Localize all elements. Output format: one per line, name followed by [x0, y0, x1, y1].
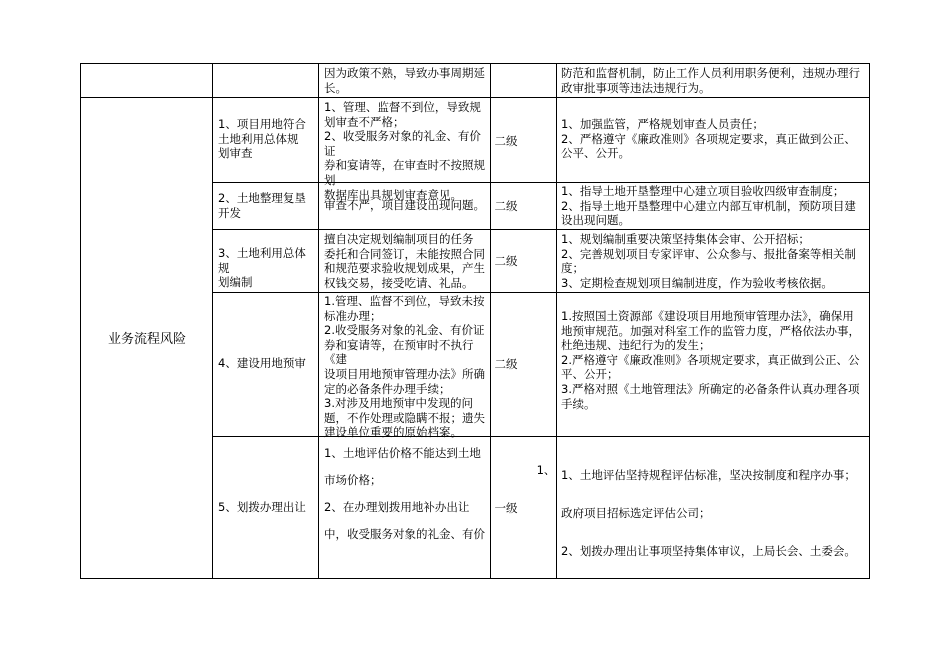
rule-right: [869, 63, 870, 579]
rule-row2-top: [212, 182, 870, 183]
rule-left: [80, 63, 81, 579]
rule-row3-top: [212, 229, 870, 230]
row2-item: 2、土地整理复垦 开发: [218, 191, 306, 220]
top-measure-text: 防范和监督机制，防止工作人员利用职务便利，违规办理行 政审批事项等违法违规行为。: [561, 66, 860, 95]
row5-item: 5、划拨办理出让: [218, 500, 306, 514]
row4-risk: 1.管理、监督不到位，导致未按 标准办理； 2.收受服务对象的礼金、有价证 券和宴请等，在预审时不执行《建 设项目用地预审管理办法》所确 定的必备条件办理手续； 3.对涉及用地预审中发现的问 题，不作处理或隐瞒不报；遗失 建设单位重要的原始档案。: [324, 294, 485, 440]
rule-row4-top: [212, 292, 870, 293]
row4-measure: 1.按照国土资源部《建设项目用地预审管理办法》，确保用 地预审规范。加强对科室工作的监管力度，严格依法办事， 杜绝违规、违纪行为的发生； 2.严格遵守《廉政准则》各项规定要求，真正做到公正、公 平、公开； 3.严格对照《土地管理法》所确定的必备条件认真办理各项 手续。: [561, 309, 860, 411]
rule-col1: [212, 63, 213, 579]
row3-level: 二级: [494, 254, 518, 268]
row3-risk: 擅自决定规划编制项目的任务 委托和合同签订，未能按照合同 和规范要求验收规划成果，产生 权钱交易，接受吃请、礼品。: [324, 232, 485, 290]
row3-measure: 1、规划编制重要决策坚持集体会审、公开招标； 2、完善规划项目专家评审、公众参与、报批备案等相关制 度； 3、定期检查规划项目编制进度，作为验收考核依据。: [561, 232, 856, 290]
row4-level: 二级: [494, 357, 518, 371]
rule-col2: [318, 63, 319, 579]
section-label: 业务流程风险: [107, 332, 186, 347]
rule-row5-top: [212, 436, 870, 437]
row5-risk: 1、土地评估价格不能达到土地 市场价格； 2、在办理划拨用地补办出让 中，收受服务对象的礼金、有价: [324, 446, 485, 541]
row1-item: 1、项目用地符合 土地利用总体规 划审查: [218, 117, 306, 161]
row2-risk: 审查不严，项目建设出现问题。: [324, 198, 485, 212]
row1-level: 二级: [494, 134, 518, 148]
row3-item: 3、土地利用总体规 划编制: [218, 246, 306, 290]
rule-row1-top: [80, 97, 870, 98]
row5-level-mark: 1、: [536, 463, 556, 477]
row5-level: 一级: [494, 501, 518, 515]
row1-risk: 1、管理、监督不到位，导致规 划审查不严格； 2、收受服务对象的礼金、有价证 券和宴请等，在审查时不按照规划 数据库出具规划审查意见。: [324, 100, 485, 202]
row2-level: 二级: [494, 199, 518, 213]
top-risk-text: 因为政策不熟，导致办事周期延 长。: [324, 66, 485, 95]
rule-top: [80, 63, 870, 64]
rule-col4: [556, 63, 557, 579]
row5-measure: 1、土地评估坚持规程评估标准，坚决按制度和程序办事； 政府项目招标选定评估公司； 2、划拨办理出让事项坚持集体审议，上局长会、土委会。: [561, 468, 856, 558]
row2-measure: 1、指导土地开垦整理中心建立项目验收四级审查制度； 2、指导土地开垦整理中心建立内部互审机制，预防项目建 设出现问题。: [561, 184, 856, 228]
rule-bottom: [80, 578, 870, 579]
row4-item: 4、建设用地预审: [218, 356, 306, 370]
row1-measure: 1、加强监管，严格规划审查人员责任； 2、严格遵守《廉政准则》各项规定要求，真正做到公正、 公平、公开。: [561, 117, 856, 161]
